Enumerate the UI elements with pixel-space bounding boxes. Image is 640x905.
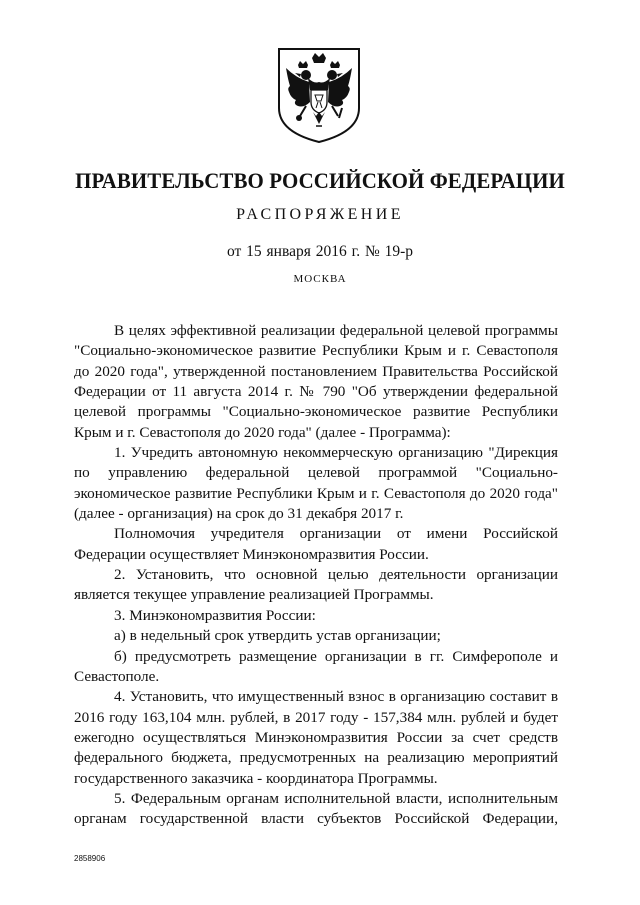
body-line: 3. Минэкономразвития России:: [114, 606, 316, 624]
body-line: до 2020 года", утвержденной постановлением Правительства Российской: [74, 362, 558, 380]
document-date-number: от 15 января 2016 г. № 19-р: [226, 243, 414, 260]
body-line: б) предусмотреть размещение организации в гг. Симферополе и: [114, 647, 558, 665]
body-line: Крым и г. Севастополя до 2020 года" (далее - Программа):: [74, 423, 451, 441]
body-line: экономическое развитие Республики Крым и г. Севастополя до 2020 года": [74, 484, 558, 502]
body-line: "Социально-экономическое развитие Республики Крым и г. Севастополя: [74, 342, 558, 360]
body-line: федерального бюджета, предусмотренных на реализацию мероприятий: [74, 749, 558, 767]
document-type: РАСПОРЯЖЕНИЕ: [236, 206, 404, 223]
body-line: по управлению федеральной целевой программой "Социально-: [74, 464, 558, 482]
body-line: является текущее управление реализацией Программы.: [74, 586, 434, 604]
body-line: а) в недельный срок утвердить устав организации;: [114, 627, 441, 645]
body-line: Полномочия учредителя организации от имени Российской: [114, 525, 558, 543]
government-title: ПРАВИТЕЛЬСТВО РОССИЙСКОЙ ФЕДЕРАЦИИ: [75, 168, 565, 193]
body-line: 1. Учредить автономную некоммерческую организацию "Дирекция: [114, 444, 558, 462]
body-line: 2016 году 163,104 млн. рублей, в 2017 году - 157,384 млн. рублей и будет: [74, 708, 558, 726]
body-line: 2. Установить, что основной целью деятельности организации: [114, 566, 558, 584]
body-line: 4. Установить, что имущественный взнос в организацию составит в: [114, 688, 558, 706]
coat-of-arms-icon: [276, 46, 362, 144]
body-line: (далее - организация) на срок до 31 декабря 2017 г.: [74, 505, 404, 523]
body-line: В целях эффективной реализации федеральной целевой программы: [114, 322, 558, 339]
body-line: 5. Федеральным органам исполнительной власти, исполнительным: [114, 789, 558, 807]
document-city: МОСКВА: [293, 273, 347, 285]
body-line: государственного заказчика - координатора Программы.: [74, 769, 438, 787]
body-line: Федерации осуществляет Минэкономразвития России.: [74, 545, 429, 563]
body-line: Севастополе.: [74, 667, 160, 685]
body-line: Федерации от 11 августа 2014 г. № 790 "Об утверждении федеральной: [74, 383, 558, 401]
body-line: ежегодно осуществляться Минэкономразвития России за счет средств: [74, 728, 558, 746]
body-line: целевой программы "Социально-экономическое развитие Республики: [74, 403, 558, 421]
document-code: 2858906: [74, 854, 106, 863]
document-body: [74, 321, 558, 830]
body-line: органам государственной власти субъектов Российской Федерации,: [74, 810, 558, 828]
